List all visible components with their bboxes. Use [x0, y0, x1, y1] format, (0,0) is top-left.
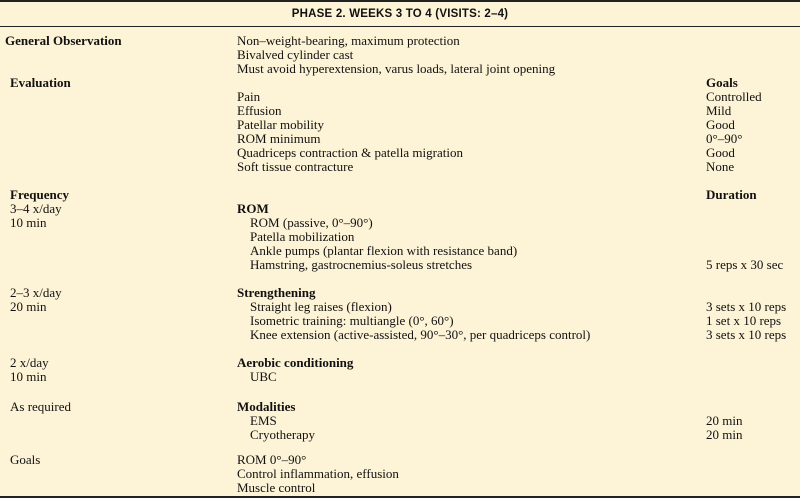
rom-item: ROM (passive, 0°–90°)	[250, 215, 373, 230]
aerobic-frequency: 2 x/day	[10, 355, 49, 370]
aerobic-item: UBC	[250, 369, 277, 384]
rom-duration: 5 reps x 30 sec	[706, 257, 784, 272]
goals-label: Goals	[10, 452, 41, 467]
evaluation-item: Patellar mobility	[237, 117, 325, 132]
evaluation-goal: Good	[706, 145, 735, 160]
strengthening-duration: 3 sets x 10 reps	[706, 327, 787, 342]
evaluation-goal: Controlled	[706, 89, 762, 104]
observation-line: Must avoid hyperextension, varus loads, lateral joint opening	[237, 61, 556, 76]
modalities-title: Modalities	[237, 399, 296, 414]
evaluation-goal: Good	[706, 117, 735, 132]
modalities-duration: 20 min	[706, 427, 743, 442]
evaluation-goal: 0°–90°	[706, 131, 743, 146]
goals-line: ROM 0°–90°	[237, 452, 307, 467]
strengthening-item: Knee extension (active-assisted, 90°–30°, per quadriceps control)	[250, 327, 591, 342]
rom-frequency: 3–4 x/day	[10, 201, 62, 216]
observation-line: Non–weight-bearing, maximum protection	[237, 33, 460, 48]
evaluation-goal: Mild	[706, 103, 732, 118]
general-observation-label: General Observation	[5, 33, 122, 48]
rom-item: Hamstring, gastrocnemius-soleus stretches	[250, 257, 473, 272]
rom-item: Ankle pumps (plantar flexion with resistance band)	[250, 243, 518, 258]
evaluation-item: Quadriceps contraction & patella migration	[237, 145, 463, 160]
modalities-frequency: As required	[10, 399, 72, 414]
goals-header: Goals	[706, 75, 738, 90]
aerobic-title: Aerobic conditioning	[237, 355, 354, 370]
strengthening-duration: 3 sets x 10 reps	[706, 299, 787, 314]
strengthening-duration: 1 set x 10 reps	[706, 313, 782, 328]
modalities-duration: 20 min	[706, 413, 743, 428]
modalities-item: Cryotherapy	[250, 427, 315, 442]
frequency-header: Frequency	[10, 187, 69, 202]
strengthening-item: Straight leg raises (flexion)	[250, 299, 392, 314]
evaluation-item: Soft tissue contracture	[237, 159, 354, 174]
rom-item: Patella mobilization	[250, 229, 355, 244]
observation-line: Bivalved cylinder cast	[237, 47, 354, 62]
evaluation-item: Pain	[237, 89, 261, 104]
evaluation-goal: None	[706, 159, 735, 174]
evaluation-item: ROM minimum	[237, 131, 321, 146]
strengthening-time: 20 min	[10, 299, 47, 314]
goals-line: Control inflammation, effusion	[237, 466, 399, 481]
rom-time: 10 min	[10, 215, 47, 230]
strengthening-item: Isometric training: multiangle (0°, 60°)	[250, 313, 454, 328]
evaluation-label: Evaluation	[10, 75, 71, 90]
evaluation-item: Effusion	[237, 103, 282, 118]
rom-title: ROM	[237, 201, 269, 216]
duration-header: Duration	[706, 187, 757, 202]
goals-line: Muscle control	[237, 480, 316, 495]
strengthening-title: Strengthening	[237, 285, 316, 300]
table-header: PHASE 2. WEEKS 3 TO 4 (VISITS: 2–4)	[0, 0, 800, 27]
modalities-item: EMS	[250, 413, 277, 428]
strengthening-frequency: 2–3 x/day	[10, 285, 62, 300]
aerobic-time: 10 min	[10, 369, 47, 384]
